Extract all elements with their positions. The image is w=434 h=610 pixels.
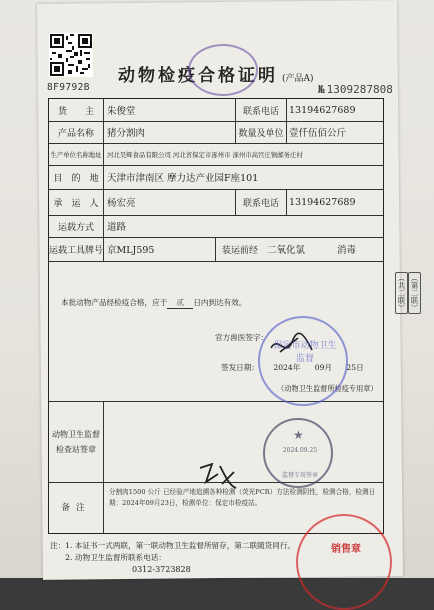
- serial-number: 8F9792B: [47, 82, 90, 93]
- number-value: 1309287808: [326, 83, 393, 96]
- title-product-type: (产品A): [282, 74, 314, 84]
- remark-text: 分割肉1500 公斤 已经验产地追溯各种检测（荧光PCR）方法检测阴性，检测合格，检测日期：2024年09月23日，检测单位：保定市检疫站。: [109, 488, 376, 507]
- qty-value: 壹仟伍佰公斤: [289, 128, 347, 139]
- footnote-2: 2. 动物卫生监督所联系电话：: [50, 553, 166, 562]
- vehicle-value: 京MLJ595: [107, 245, 155, 256]
- quarantine-prefix: 本批动物产品经检疫合格，应于: [61, 298, 168, 307]
- carrier-value: 杨宏亮: [107, 198, 136, 209]
- quarantine-suffix: 日内到达有效。: [193, 298, 247, 307]
- inspection-seal-text: 监督专用签章: [281, 472, 318, 479]
- star-icon: ★: [293, 428, 304, 442]
- row-vehicle: [49, 237, 383, 262]
- row-owner: [49, 99, 383, 122]
- disinfect-label: 装运前经: [215, 237, 264, 261]
- copy-tag-second: （第二联）: [410, 274, 419, 312]
- carrier-label: 承 运 人: [49, 189, 104, 215]
- row-transport: [49, 215, 383, 238]
- footnote-1: 注：1. 本证书一式两联，第一联动物卫生监督所留存，第二联随货同行。: [50, 541, 296, 550]
- sign-day: 25日: [346, 363, 364, 372]
- officer-signature-label: 官方兽医签字：: [215, 333, 269, 342]
- inspector-signature: [196, 458, 240, 494]
- product-label: 产品名称: [49, 121, 104, 143]
- row-destination: [49, 165, 383, 190]
- quarantine-seal: [258, 316, 348, 406]
- copy-tags: [395, 272, 421, 322]
- footnote-phone: 0312-3723828: [132, 565, 191, 574]
- owner-label: 货 主: [49, 99, 104, 121]
- quarantine-seal-text: 保定市动物卫生监督: [273, 341, 337, 364]
- sales-seal: [296, 514, 392, 610]
- sign-month: 09月: [314, 363, 332, 372]
- copy-tag-total: （共二联）: [397, 274, 406, 312]
- footnotes: [50, 540, 295, 576]
- disinfect-suffix: 消毒: [337, 245, 357, 256]
- quarantine-statement: [61, 297, 246, 309]
- row-origin: [49, 143, 383, 166]
- inspection-seal: [263, 418, 333, 488]
- qr-code: [49, 33, 93, 77]
- sign-date-label: 签发日期：: [221, 363, 259, 372]
- inspection-seal-date: 2024.09.25: [282, 447, 318, 454]
- contact1-value: 13194627689: [289, 104, 356, 116]
- product-value: 猪分割肉: [107, 128, 146, 139]
- contact2-label: 联系电话: [235, 189, 287, 215]
- sales-seal-text: 销售章: [331, 544, 361, 555]
- dest-label: 目 的 地: [49, 165, 104, 189]
- origin-label: 生产单位名称地址: [49, 143, 104, 165]
- stamp-note: （动物卫生监督所检疫专用章）: [277, 384, 378, 393]
- disinfect-value: 二氧化氯: [267, 245, 306, 256]
- remark-label: 备注: [49, 481, 104, 533]
- contact1-label: 联系电话: [235, 99, 287, 121]
- transport-value: 道路: [107, 222, 127, 233]
- origin-value: 河北昊辉食品有限公司 河北省保定市涿州市 涿州市高官庄镇邮务庄村: [107, 150, 303, 159]
- purple-seal: [188, 44, 258, 96]
- inspection-label-line1: 动物卫生监督: [52, 430, 100, 439]
- inspection-label-line2: 检查站签章: [56, 445, 96, 454]
- vehicle-label: 运载工具牌号: [49, 237, 104, 261]
- certificate-number: [318, 83, 393, 96]
- contact2-value: 13194627689: [289, 196, 356, 208]
- row-product: [49, 121, 383, 144]
- row-carrier: [49, 189, 383, 216]
- dest-value: 天津市津南区 摩力达产业园F座101: [107, 173, 259, 184]
- title-text: 动物检疫合格证明: [118, 66, 278, 86]
- qty-label: 数量及单位: [235, 121, 287, 143]
- sign-year: 2024年: [273, 363, 301, 372]
- owner-value: 朱俊堂: [107, 106, 136, 117]
- number-prefix: №: [318, 83, 325, 96]
- transport-label: 运载方式: [49, 215, 104, 237]
- quarantine-days: 贰: [167, 297, 193, 309]
- inspection-station-label: [49, 402, 104, 482]
